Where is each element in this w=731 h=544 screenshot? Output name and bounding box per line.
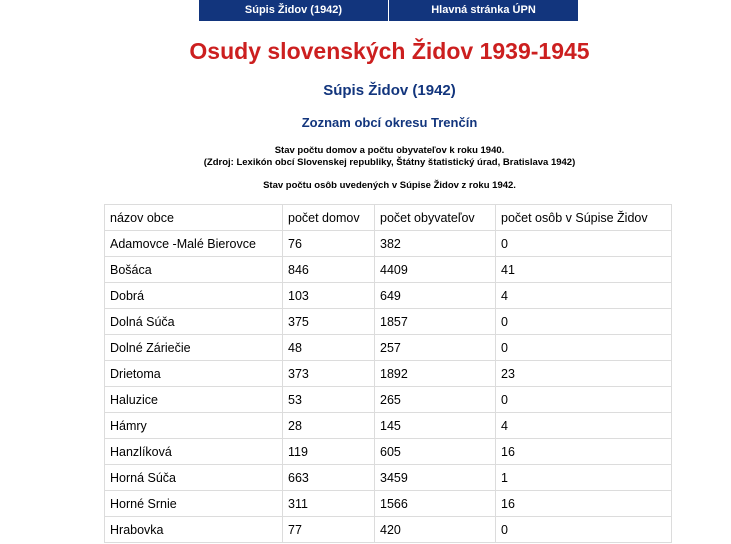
cell-municipality: Dolná Súča bbox=[105, 309, 283, 335]
cell-municipality: Haluzice bbox=[105, 387, 283, 413]
page-title: Osudy slovenských Židov 1939-1945 bbox=[189, 38, 590, 64]
cell-houses: 119 bbox=[283, 439, 375, 465]
header-houses: počet domov bbox=[283, 205, 375, 231]
table-row bbox=[105, 309, 672, 335]
table-row bbox=[105, 413, 672, 439]
cell-jews-count: 16 bbox=[496, 491, 672, 517]
cell-jews-count: 0 bbox=[496, 517, 672, 543]
cell-municipality: Bošáca bbox=[105, 257, 283, 283]
table-row bbox=[105, 465, 672, 491]
cell-inhabitants: 3459 bbox=[375, 465, 496, 491]
cell-jews-count: 0 bbox=[496, 231, 672, 257]
cell-inhabitants: 382 bbox=[375, 231, 496, 257]
cell-municipality: Drietoma bbox=[105, 361, 283, 387]
census-note: Stav počtu osôb uvedených v Súpise Židov z roku 1942. bbox=[263, 180, 516, 191]
cell-jews-count: 1 bbox=[496, 465, 672, 491]
cell-houses: 53 bbox=[283, 387, 375, 413]
cell-houses: 28 bbox=[283, 413, 375, 439]
cell-houses: 76 bbox=[283, 231, 375, 257]
cell-houses: 311 bbox=[283, 491, 375, 517]
source-note-line-2: (Zdroj: Lexikón obcí Slovenskej republiky, Štátny štatistický úrad, Bratislava 1942) bbox=[203, 157, 576, 168]
table-row bbox=[105, 387, 672, 413]
header-jews-count: počet osôb v Súpise Židov bbox=[496, 205, 672, 231]
cell-inhabitants: 649 bbox=[375, 283, 496, 309]
cell-municipality: Hrabovka bbox=[105, 517, 283, 543]
top-nav bbox=[199, 0, 578, 21]
cell-inhabitants: 605 bbox=[375, 439, 496, 465]
cell-municipality: Horné Srnie bbox=[105, 491, 283, 517]
cell-municipality: Horná Súča bbox=[105, 465, 283, 491]
cell-houses: 375 bbox=[283, 309, 375, 335]
cell-houses: 77 bbox=[283, 517, 375, 543]
cell-municipality: Hanzlíková bbox=[105, 439, 283, 465]
cell-jews-count: 23 bbox=[496, 361, 672, 387]
table-row bbox=[105, 231, 672, 257]
table-row bbox=[105, 257, 672, 283]
nav-link-home-upn[interactable]: Hlavná stránka ÚPN bbox=[389, 0, 578, 21]
nav-link-supis-zidov[interactable]: Súpis Židov (1942) bbox=[199, 0, 389, 21]
cell-inhabitants: 265 bbox=[375, 387, 496, 413]
municipality-table bbox=[104, 204, 672, 543]
table-row bbox=[105, 517, 672, 543]
cell-municipality: Dobrá bbox=[105, 283, 283, 309]
source-note-line-1: Stav počtu domov a počtu obyvateľov k roku 1940. bbox=[274, 145, 505, 156]
cell-inhabitants: 1566 bbox=[375, 491, 496, 517]
table-body bbox=[105, 231, 672, 543]
header-municipality: názov obce bbox=[105, 205, 283, 231]
cell-municipality: Adamovce -Malé Bierovce bbox=[105, 231, 283, 257]
cell-jews-count: 4 bbox=[496, 413, 672, 439]
cell-jews-count: 16 bbox=[496, 439, 672, 465]
cell-inhabitants: 145 bbox=[375, 413, 496, 439]
cell-jews-count: 4 bbox=[496, 283, 672, 309]
table-row bbox=[105, 491, 672, 517]
cell-jews-count: 41 bbox=[496, 257, 672, 283]
cell-jews-count: 0 bbox=[496, 387, 672, 413]
cell-inhabitants: 1892 bbox=[375, 361, 496, 387]
source-note bbox=[0, 145, 731, 169]
cell-inhabitants: 257 bbox=[375, 335, 496, 361]
cell-jews-count: 0 bbox=[496, 309, 672, 335]
table-row bbox=[105, 361, 672, 387]
cell-houses: 846 bbox=[283, 257, 375, 283]
table-row bbox=[105, 283, 672, 309]
list-title: Zoznam obcí okresu Trenčín bbox=[301, 115, 478, 130]
cell-houses: 103 bbox=[283, 283, 375, 309]
cell-houses: 48 bbox=[283, 335, 375, 361]
cell-jews-count: 0 bbox=[496, 335, 672, 361]
cell-houses: 663 bbox=[283, 465, 375, 491]
table-header-row bbox=[105, 205, 672, 231]
cell-houses: 373 bbox=[283, 361, 375, 387]
cell-inhabitants: 4409 bbox=[375, 257, 496, 283]
cell-municipality: Dolné Záriečie bbox=[105, 335, 283, 361]
cell-inhabitants: 1857 bbox=[375, 309, 496, 335]
table-row bbox=[105, 335, 672, 361]
cell-inhabitants: 420 bbox=[375, 517, 496, 543]
page-subtitle: Súpis Židov (1942) bbox=[323, 82, 456, 99]
table-row bbox=[105, 439, 672, 465]
header-inhabitants: počet obyvateľov bbox=[375, 205, 496, 231]
cell-municipality: Hámry bbox=[105, 413, 283, 439]
